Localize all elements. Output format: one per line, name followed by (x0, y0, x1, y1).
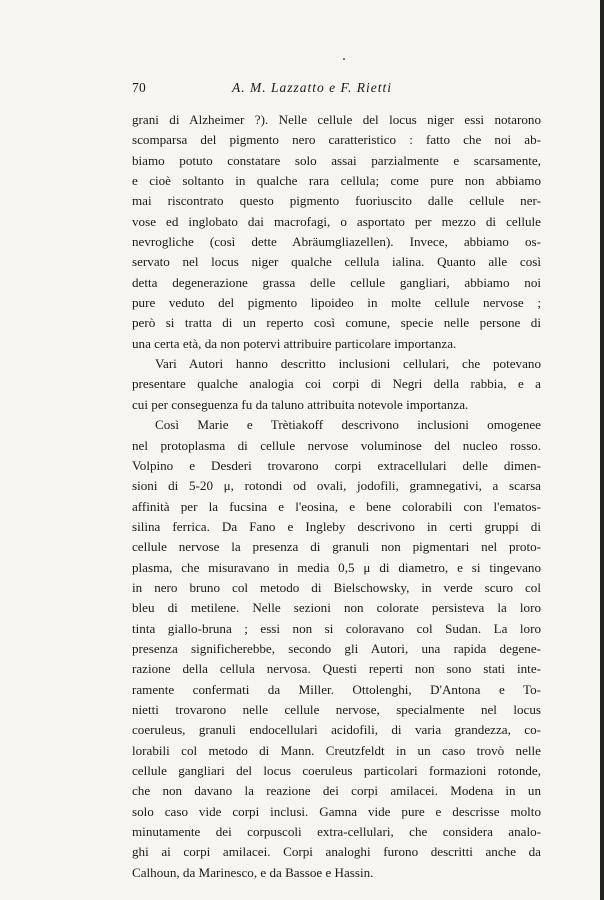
text-line: che non davano la reazione dei corpi amilacei. Modena in un (132, 783, 541, 799)
body-text (132, 110, 541, 883)
text-line: lorabili col metodo di Mann. Creutzfeldt in un caso trovò nelle (132, 742, 541, 758)
page-number: 70 (132, 80, 147, 95)
text-line: Vari Autori hanno descritto inclusioni cellulari, che potevano (155, 356, 541, 372)
text-line: vose ed inglobato dai macrofagi, o asportato per mezzo di cellule (132, 213, 541, 229)
text-line: pure veduto del pigmento lipoideo in molte cellule nervose ; (132, 295, 541, 311)
text-line: solo caso vide corpi inclusi. Gamna vide pure e descrisse molto (132, 803, 541, 819)
page-edge (600, 0, 604, 900)
text-line: affinità per la fucsina e l'eosina, e bene colorabili con l'ematos- (132, 498, 541, 514)
text-line: sioni di 5-20 μ, rotondi od ovali, jodofili, gramnegativi, a scarsa (132, 478, 541, 494)
text-line: ghi ai corpi amilacei. Corpi analoghi furono descritti anche da (132, 844, 541, 860)
text-line: silina ferrica. Da Fano e Ingleby descrivono in certi gruppi di (132, 518, 541, 534)
text-line: cellule nervose la presenza di granuli non pigmentari nel proto- (132, 539, 541, 555)
text-line: nel protoplasma di cellule nervose voluminose del nucleo rosso. (132, 437, 541, 453)
text-line: una certa età, da non potervi attribuire particolare importanza. (132, 335, 457, 351)
page-header (132, 76, 541, 100)
text-line: nietti trovarono nelle cellule nervose, specialmente nel locus (132, 701, 541, 717)
text-line: però si tratta di un reperto così comune, specie nelle persone di (132, 315, 541, 331)
text-line: coeruleus, granuli endocellulari acidofili, di varia grandezza, co- (132, 722, 541, 738)
text-line: Volpino e Desderi trovarono corpi extracellulari delle dimen- (132, 457, 541, 473)
text-line: ramente confermati da Miller. Ottolenghi, D'Antona e To- (132, 681, 541, 697)
text-line: Calhoun, da Marinesco, e da Bassoe e Hassin. (132, 864, 374, 880)
text-line: tinta giallo-bruna ; essi non si coloravano col Sudan. La loro (132, 620, 541, 636)
text-line: razione della cellula nervosa. Questi reperti non sono stati inte- (132, 661, 541, 677)
text-line: Così Marie e Trètiakoff descrivono inclusioni omogenee (155, 417, 541, 433)
text-line: presentare qualche analogia coi corpi di Negri della rabbia, e a (132, 376, 541, 392)
speck-mark (343, 58, 345, 60)
text-line: scomparsa del pigmento nero caratteristico : fatto che noi ab- (132, 132, 541, 148)
text-line: presenza significherebbe, secondo gli Autori, una rapida degene- (132, 640, 541, 656)
text-line: nevrogliche (così dette Abräumgliazellen). Invece, abbiamo os- (132, 234, 541, 250)
text-line: plasma, che misuravano in media 0,5 μ di diametro, e si tingevano (132, 559, 541, 575)
text-line: servato nel locus niger qualche cellula ialina. Quanto alle così (132, 254, 541, 270)
text-line: biamo potuto constatare solo assai parzialmente e scarsamente, (132, 152, 541, 168)
running-title: A. M. Lazzatto e F. Rietti (232, 80, 392, 95)
text-line: cellule gangliari del locus coeruleus particolari formazioni rotonde, (132, 763, 541, 778)
text-line: detta degenerazione grassa delle cellule gangliari, abbiamo noi (132, 274, 541, 290)
text-line: mai riscontrato questo pigmento fuoriuscito dalle cellule ner- (132, 193, 541, 209)
text-line: minutamente dei corpuscoli extra-cellulari, che considera analo- (132, 824, 541, 840)
text-line: bleu di metilene. Nelle sezioni non colorate persisteva la loro (132, 600, 541, 616)
text-line: cui per conseguenza fu da taluno attribuita notevole importanza. (132, 396, 469, 412)
text-line: e cioè soltanto in qualche rara cellula; come pure non abbiamo (132, 173, 541, 189)
text-line: in nero bruno col metodo di Bielschowsky, in verde scuro col (132, 579, 541, 595)
text-line: grani di Alzheimer ?). Nelle cellule del locus niger essi notarono (132, 112, 541, 127)
book-page (132, 76, 541, 883)
